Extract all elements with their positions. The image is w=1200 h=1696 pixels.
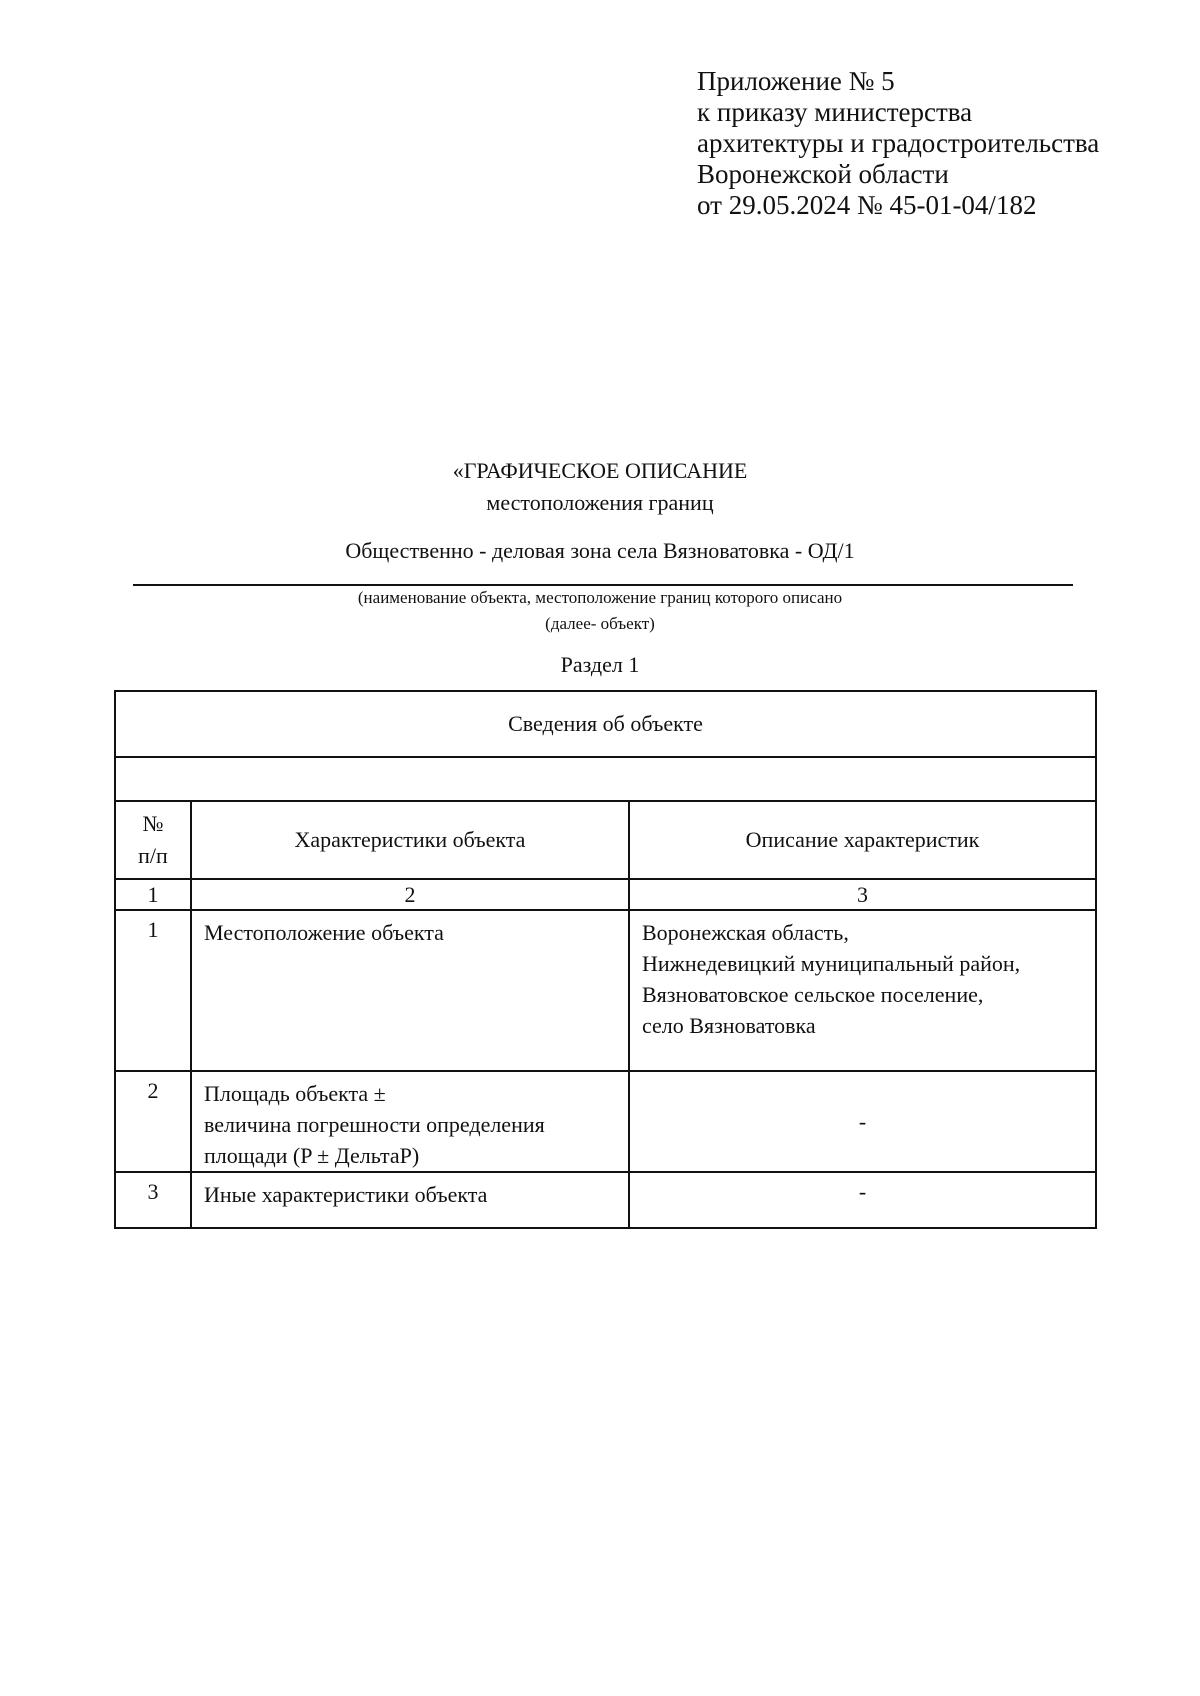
column-header-number-line: п/п bbox=[138, 843, 168, 868]
table-empty-cell bbox=[115, 757, 1096, 801]
table-row bbox=[115, 910, 1096, 1071]
table-index-row bbox=[115, 879, 1096, 910]
appendix-line: от 29.05.2024 № 45-01-04/182 bbox=[697, 190, 1037, 220]
underline-caption: (наименование объекта, местоположение границ которого описано bbox=[357, 588, 843, 607]
appendix-line: Воронежской области bbox=[697, 159, 949, 189]
column-header-number bbox=[115, 801, 191, 879]
table-row bbox=[115, 1172, 1096, 1228]
table-header-row bbox=[115, 801, 1096, 879]
column-index: 2 bbox=[191, 879, 629, 910]
row-description: - bbox=[629, 1172, 1096, 1228]
row-description-line: село Вязноватовка bbox=[642, 1013, 816, 1038]
object-info-table bbox=[114, 690, 1097, 1229]
appendix-line: Приложение № 5 bbox=[697, 66, 895, 96]
row-description-line: Нижнедевицкий муниципальный район, bbox=[642, 951, 1021, 976]
row-characteristic-line: величина погрешности определения bbox=[204, 1112, 545, 1137]
row-characteristic bbox=[191, 1071, 629, 1172]
column-header-description: Описание характеристик bbox=[629, 801, 1096, 879]
row-characteristic-line: Площадь объекта ± bbox=[204, 1081, 386, 1106]
underline-caption: (далее- объект) bbox=[545, 614, 655, 633]
column-header-characteristics: Характеристики объекта bbox=[191, 801, 629, 879]
section-label: Раздел 1 bbox=[560, 652, 640, 677]
appendix-line: к приказу министерства bbox=[697, 97, 973, 127]
appendix-line: архитектуры и градостроительства bbox=[697, 128, 1100, 158]
row-description: - bbox=[629, 1071, 1096, 1172]
row-characteristic bbox=[191, 910, 629, 1071]
row-description-line: Вязноватовское сельское поселение, bbox=[642, 982, 984, 1007]
row-number: 1 bbox=[115, 910, 191, 1071]
object-name: Общественно - деловая зона села Вязноватовка - ОД/1 bbox=[345, 538, 855, 563]
document-subtitle: местоположения границ bbox=[486, 490, 714, 515]
column-index: 1 bbox=[115, 879, 191, 910]
object-name-underline bbox=[133, 584, 1073, 586]
row-description-line: Воронежская область, bbox=[642, 920, 849, 945]
table-caption: Сведения об объекте bbox=[115, 691, 1096, 757]
row-number: 2 bbox=[115, 1071, 191, 1172]
row-characteristic-line: Иные характеристики объекта bbox=[204, 1182, 488, 1207]
column-index: 3 bbox=[629, 879, 1096, 910]
table-row bbox=[115, 1071, 1096, 1172]
column-header-number-line: № bbox=[142, 811, 164, 836]
table-empty-row bbox=[115, 757, 1096, 801]
row-characteristic bbox=[191, 1172, 629, 1228]
table-caption-row bbox=[115, 691, 1096, 757]
document-title: «ГРАФИЧЕСКОЕ ОПИСАНИЕ bbox=[452, 458, 748, 483]
appendix-block bbox=[697, 66, 1099, 221]
row-characteristic-line: площади (P ± ДельтаP) bbox=[204, 1143, 420, 1168]
row-description bbox=[629, 910, 1096, 1071]
row-characteristic-line: Местоположение объекта bbox=[204, 920, 444, 945]
row-number: 3 bbox=[115, 1172, 191, 1228]
